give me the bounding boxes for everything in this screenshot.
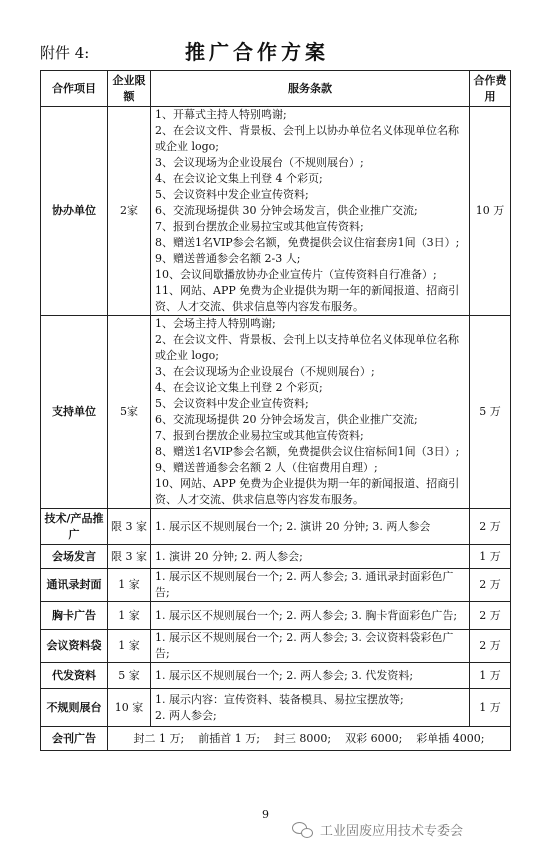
row-project: 会议资料袋 — [41, 630, 108, 663]
row-terms — [151, 569, 470, 602]
row-limit: 限 3 家 — [108, 545, 151, 569]
row-project: 技术/产品推广 — [41, 509, 108, 545]
table-row — [41, 689, 511, 727]
row-limit: 1 家 — [108, 569, 151, 602]
row-project: 会场发言 — [41, 545, 108, 569]
row-fee: 2 万 — [470, 602, 511, 630]
term-item: 1. 展示区不规则展台一个; 2. 两人参会; 3. 胸卡背面彩色广告; — [155, 608, 458, 622]
table-row — [41, 569, 511, 602]
table-row — [41, 316, 511, 509]
term-item: 4、在会议论文集上刊登 4 个彩页; — [155, 172, 323, 185]
term-item: 1. 展示区不规则展台一个; 2. 演讲 20 分钟; 3. 两人参会 — [155, 519, 431, 533]
term-item: 2、在会议文件、背景板、会刊上以协办单位名义体现单位名称或企业 logo; — [155, 124, 459, 153]
term-item: 11、网站、APP 免费为企业提供为期一年的新闻报道、招商引资、人才交流、供求信息等内容发布服务。 — [155, 284, 460, 313]
term-item: 1. 展示区不规则展台一个; 2. 两人参会; 3. 代发资料; — [155, 668, 414, 682]
page-number: 9 — [262, 808, 269, 821]
row-terms — [151, 509, 470, 545]
row-fee: 1 万 — [470, 663, 511, 689]
term-item: 5、会议资料中发企业宣传资料; — [155, 188, 309, 201]
appendix-label: 附件 4: — [40, 44, 90, 62]
term-item: 5、会议资料中发企业宣传资料; — [155, 397, 309, 410]
journal-ads-row — [41, 727, 511, 751]
row-terms — [151, 689, 470, 727]
term-item: 3、在会议现场为企业设展台（不规则展台）; — [155, 365, 375, 378]
term-item: 10、会议间歇播放协办企业宣传片（宣传资料自行准备）; — [155, 268, 437, 281]
row-limit: 10 家 — [108, 689, 151, 727]
term-item: 6、交流现场提供 20 分钟会场发言，供企业推广交流; — [155, 413, 418, 426]
table-row — [41, 545, 511, 569]
term-item: 7、报到台摆放企业易拉宝或其他宣传资料; — [155, 220, 364, 233]
table-row — [41, 509, 511, 545]
row-terms — [151, 545, 470, 569]
term-item: 7、报到台摆放企业易拉宝或其他宣传资料; — [155, 429, 364, 442]
watermark — [292, 820, 463, 839]
header-project: 合作项目 — [41, 71, 108, 107]
row-fee: 1 万 — [470, 545, 511, 569]
row-terms — [151, 663, 470, 689]
row-project: 通讯录封面 — [41, 569, 108, 602]
term-item: 2. 两人参会; — [155, 708, 217, 722]
row-fee: 2 万 — [470, 509, 511, 545]
row-limit: 5家 — [108, 316, 151, 509]
row-terms — [151, 107, 470, 316]
row-terms — [151, 602, 470, 630]
row-project: 会刊广告 — [41, 727, 108, 751]
term-item: 4、在会议论文集上刊登 2 个彩页; — [155, 381, 323, 394]
page-title: 推广合作方案 — [185, 40, 329, 64]
row-limit: 2家 — [108, 107, 151, 316]
row-fee: 10 万 — [470, 107, 511, 316]
header-fee: 合作费用 — [470, 71, 511, 107]
row-project: 不规则展台 — [41, 689, 108, 727]
term-item: 1. 展示区不规则展台一个; 2. 两人参会; 3. 通讯录封面彩色广告; — [155, 570, 454, 599]
row-limit: 限 3 家 — [108, 509, 151, 545]
row-fee: 5 万 — [470, 316, 511, 509]
table-row — [41, 663, 511, 689]
row-limit: 1 家 — [108, 602, 151, 630]
table-row — [41, 107, 511, 316]
table-row — [41, 630, 511, 663]
term-item: 8、赠送1名VIP参会名额，免费提供会议住宿套房1间（3日）; — [155, 236, 460, 249]
term-item: 1、开幕式主持人特别鸣谢; — [155, 108, 287, 121]
term-item: 6、交流现场提供 30 分钟会场发言，供企业推广交流; — [155, 204, 418, 217]
term-item: 9、赠送普通参会名额 2 人（住宿费用自理）; — [155, 461, 378, 474]
term-item: 1. 演讲 20 分钟; 2. 两人参会; — [155, 549, 303, 563]
table-row — [41, 602, 511, 630]
header-limit: 企业限额 — [108, 71, 151, 107]
row-project: 支持单位 — [41, 316, 108, 509]
cooperation-table — [40, 70, 511, 751]
row-limit: 1 家 — [108, 630, 151, 663]
term-item: 9、赠送普通参会名额 2-3 人; — [155, 252, 301, 265]
row-project: 协办单位 — [41, 107, 108, 316]
term-item: 10、网站、APP 免费为企业提供为期一年的新闻报道、招商引资、人才交流、供求信息等内容发布服务。 — [155, 477, 460, 506]
term-item: 2、在会议文件、背景板、会刊上以支持单位名义体现单位名称或企业 logo; — [155, 333, 459, 362]
term-item: 1、会场主持人特别鸣谢; — [155, 317, 276, 330]
term-item: 1. 展示内容：宣传资料、装备模具、易拉宝摆放等; — [155, 692, 404, 706]
term-item: 3、会议现场为企业设展台（不规则展台）; — [155, 156, 364, 169]
row-terms — [151, 316, 470, 509]
wechat-icon — [292, 822, 314, 838]
row-fee: 2 万 — [470, 630, 511, 663]
journal-ads-prices: 封二 1 万; 前插首 1 万; 封三 8000; 双彩 6000; 彩单插 4000; — [108, 727, 511, 751]
header-terms: 服务条款 — [151, 71, 470, 107]
term-item: 8、赠送1名VIP参会名额，免费提供会议住宿标间1间（3日）; — [155, 445, 460, 458]
table-header-row — [41, 71, 511, 107]
row-fee: 2 万 — [470, 569, 511, 602]
watermark-text: 工业固废应用技术专委会 — [320, 824, 464, 839]
row-terms — [151, 630, 470, 663]
term-item: 1. 展示区不规则展台一个; 2. 两人参会; 3. 会议资料袋彩色广告; — [155, 631, 454, 660]
row-fee: 1 万 — [470, 689, 511, 727]
row-project: 胸卡广告 — [41, 602, 108, 630]
row-limit: 5 家 — [108, 663, 151, 689]
row-project: 代发资料 — [41, 663, 108, 689]
